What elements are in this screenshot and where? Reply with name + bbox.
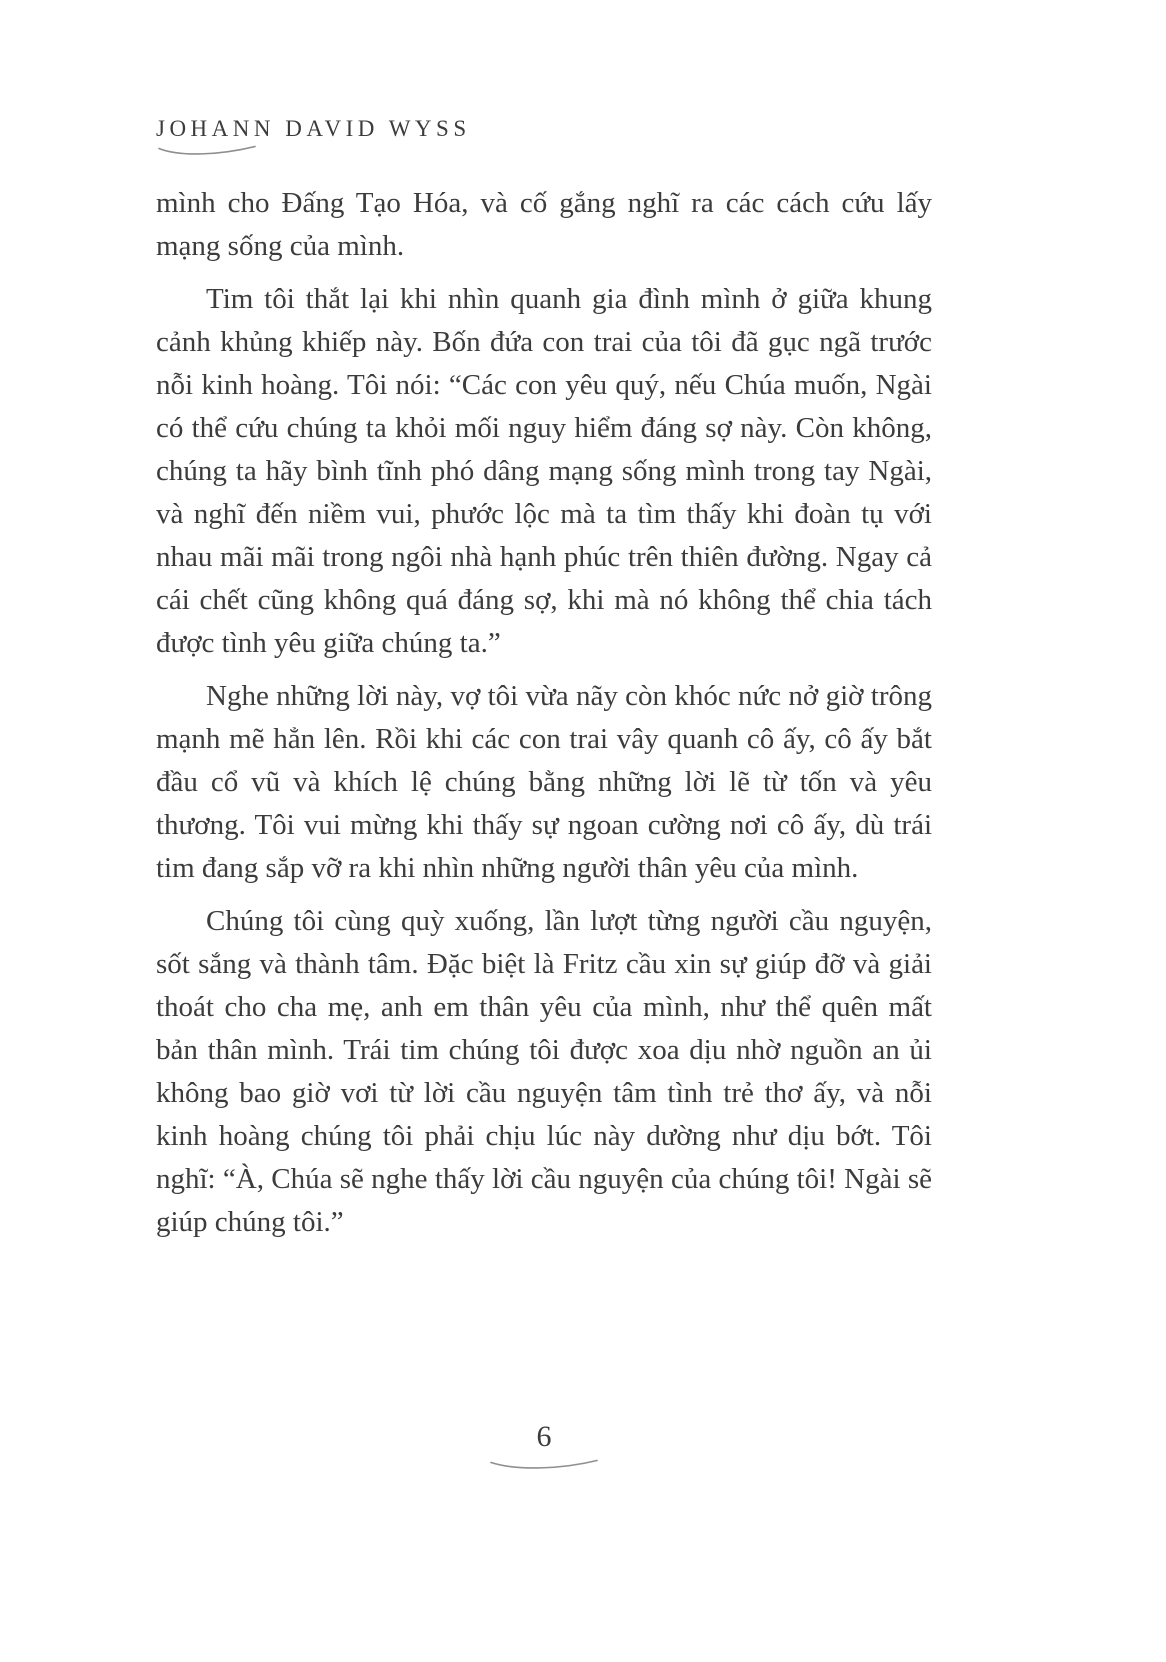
- paragraph: Chúng tôi cùng quỳ xuống, lần lượt từng người cầu nguyện, sốt sắng và thành tâm. Đặc biệt là Fritz cầu xin sự giúp đỡ và giải thoát cho cha mẹ, anh em thân yêu của mình, như thể quên mất bản thân mình. Trái tim chúng tôi được xoa dịu nhờ nguồn an ủi không bao giờ vơi từ lời cầu nguyện tâm tình trẻ thơ ấy, và nỗi kinh hoàng chúng tôi phải chịu lúc này dường như dịu bớt. Tôi nghĩ: “À, Chúa sẽ nghe thấy lời cầu nguyện của chúng tôi! Ngài sẽ giúp chúng tôi.”: [156, 905, 932, 1238]
- page-footer: [156, 1420, 932, 1472]
- author-name: JOHANN DAVID WYSS: [156, 116, 471, 141]
- paragraph: Nghe những lời này, vợ tôi vừa nãy còn khóc nức nở giờ trông mạnh mẽ hẳn lên. Rồi khi các con trai vây quanh cô ấy, cô ấy bắt đầu cổ vũ và khích lệ chúng bằng những lời lẽ từ tốn và yêu thương. Tôi vui mừng khi thấy sự ngoan cường nơi cô ấy, dù trái tim đang sắp vỡ ra khi nhìn những người thân yêu của mình.: [156, 680, 932, 884]
- page-number: 6: [536, 1420, 552, 1453]
- page-header: [156, 116, 471, 158]
- footer-flourish-icon: [490, 1459, 598, 1472]
- paragraph: mình cho Đấng Tạo Hóa, và cố gắng nghĩ ra các cách cứu lấy mạng sống của mình.: [156, 187, 932, 262]
- paragraph: Tim tôi thắt lại khi nhìn quanh gia đình mình ở giữa khung cảnh khủng khiếp này. Bốn đứa con trai của tôi đã gục ngã trước nỗi kinh hoàng. Tôi nói: “Các con yêu quý, nếu Chúa muốn, Ngài có thể cứu chúng ta khỏi mối nguy hiểm đáng sợ này. Còn không, chúng ta hãy bình tĩnh phó dâng mạng sống mình trong tay Ngài, và nghĩ đến niềm vui, phước lộc mà ta tìm thấy khi đoàn tụ với nhau mãi mãi trong ngôi nhà hạnh phúc trên thiên đường. Ngay cả cái chết cũng không quá đáng sợ, khi mà nó không thể chia tách được tình yêu giữa chúng ta.”: [156, 283, 932, 659]
- header-flourish-icon: [158, 145, 256, 158]
- body-text: [156, 182, 932, 1254]
